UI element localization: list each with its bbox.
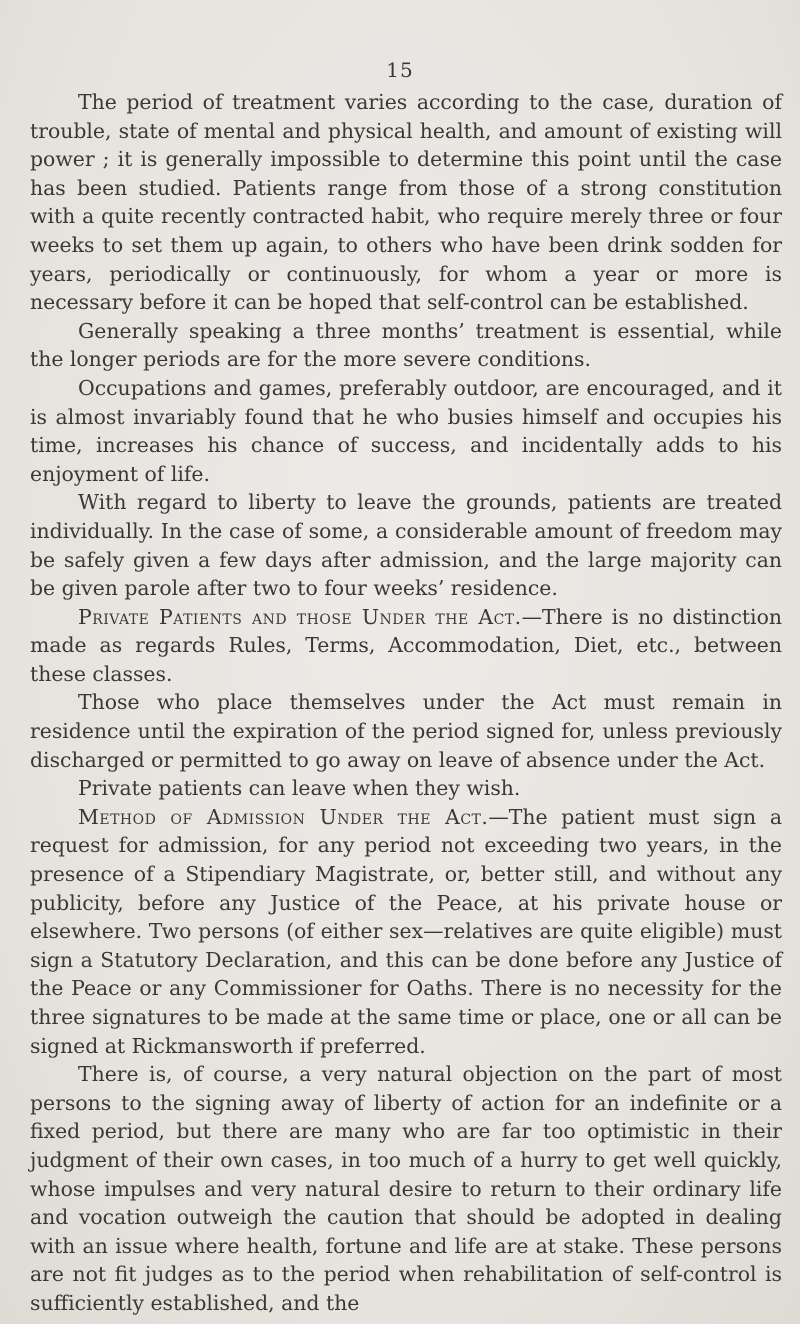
- paragraph-text: Private patients can leave when they wish.: [78, 776, 521, 801]
- paragraph-text: The period of treatment varies according to the case, duration of trouble, state of mental and physical health, and amount of existing will power ; it is generally impossible to determine this point until the case has been studied. Patients range from those of a strong constitution with a quite recently contracted habit, who require merely three or four weeks to set them up again, to others who have been drink sodden for years, periodically or continuously, for whom a year or more is necessary before it can be hoped that self-control can be established.: [30, 90, 782, 315]
- paragraph-text: With regard to liberty to leave the grounds, patients are treated individually. In the case of some, a considerable amount of freedom may be safely given a few days after admission, and the large majority can be given parole after two to four weeks’ residence.: [30, 490, 782, 601]
- paragraph-occupations: [30, 374, 782, 488]
- paragraph-under-act: [30, 688, 782, 774]
- paragraph-text: Generally speaking a three months’ treatment is essential, while the longer periods are for the more severe conditions.: [30, 318, 782, 372]
- paragraph-objection: [30, 1060, 782, 1317]
- body-text: [30, 88, 782, 1318]
- paragraph-private-patients: [30, 603, 782, 689]
- paragraph-text: —There is no distinction made as regards Rules, Terms, Accommodation, Diet, etc., between these classes.: [30, 604, 782, 686]
- paragraph-text: Those who place themselves under the Act must remain in residence until the expiration of the period signed for, unless previously discharged or permitted to go away on leave of absence under the Act.: [30, 690, 782, 772]
- section-heading: Method of Admission Under the Act.: [78, 804, 489, 829]
- paragraph-method-admission: [30, 803, 782, 1060]
- paragraph-liberty: [30, 488, 782, 602]
- paragraph-text: —The patient must sign a request for admission, for any period not exceeding two years, in the presence of a Stipendiary Magistrate, or, better still, and without any publicity, before any Justice of the Peace, at his private house or elsewhere. Two persons (of either sex—relatives are quite eligible) must sign a Statutory Declaration, and this can be done before any Justice of the Peace or any Commissioner for Oaths. There is no necessity for the three signatures to be made at the same time or place, one or all can be signed at Rickmansworth if preferred.: [30, 804, 783, 1058]
- paragraph-three-months: [30, 317, 782, 374]
- page-number: 15: [386, 58, 414, 82]
- paragraph-treatment-period: [30, 88, 782, 317]
- paragraph-text: Occupations and games, preferably outdoor, are encouraged, and it is almost invariably found that he who busies himself and occupies his time, increases his chance of success, and incidentally adds to his enjoyment of life.: [30, 375, 782, 486]
- paragraph-private-leave: [30, 774, 782, 803]
- paragraph-text: There is, of course, a very natural objection on the part of most persons to the signing away of liberty of action for an indefinite or a fixed period, but there are many who are far too optimistic in their judgment of their own cases, in too much of a hurry to get well quickly, whose impulses and very natural desire to return to their ordinary life and vocation outweigh the caution that should be adopted in dealing with an issue where health, fortune and life are at stake. These persons are not fit judges as to the period when rehabilitation of self-control is sufficiently established, and the: [30, 1062, 782, 1315]
- section-heading: Private Patients and those Under the Act.: [78, 604, 522, 629]
